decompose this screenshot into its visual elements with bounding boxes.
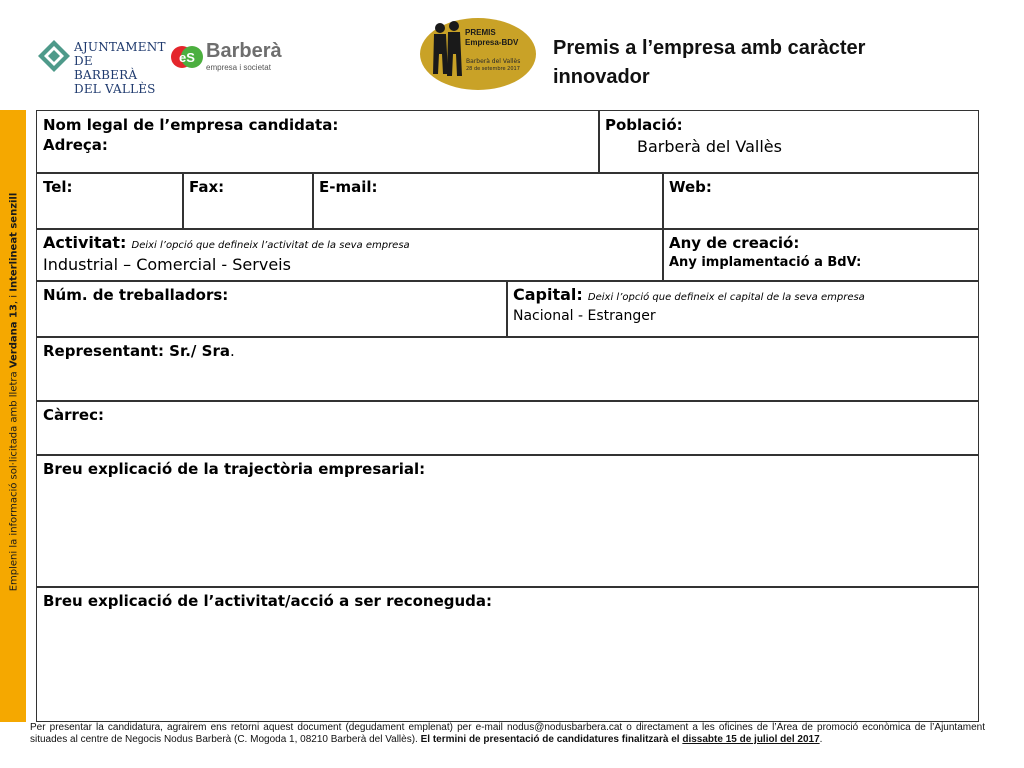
tel-label: Tel:	[43, 178, 73, 196]
carrec-label: Càrrec:	[43, 406, 104, 424]
web-label: Web:	[669, 178, 712, 196]
poblacio-value: Barberà del Vallès	[637, 137, 782, 156]
activitat-options[interactable]: Industrial – Comercial - Serveis	[43, 255, 291, 274]
nom-legal-field[interactable]	[36, 110, 600, 174]
activitat-hint: Deixi l’opció que defineix l’activitat de la seva empresa	[131, 240, 410, 251]
ajuntament-emblem-icon	[36, 38, 72, 74]
activitat-accio-field[interactable]	[36, 586, 979, 722]
treballadors-field[interactable]	[36, 280, 508, 338]
representant-label: Representant: Sr./ Sra	[43, 342, 230, 360]
fax-field[interactable]	[182, 172, 314, 230]
representant-field[interactable]: Representant: Sr./ Sra.	[36, 336, 979, 402]
activitat-field[interactable]	[36, 228, 664, 282]
trajectoria-field[interactable]	[36, 454, 979, 588]
svg-text:eS: eS	[179, 50, 195, 65]
nom-legal-label: Nom legal de l’empresa candidata:	[43, 116, 339, 134]
any-implantacio-label: Any implamentació a BdV:	[669, 255, 862, 270]
footer-instructions: Per presentar la candidatura, agrairem ens retorni aquest document (degudament emplenat) per e-mail nodus@nodusbarbera.cat o directament a les oficines de l’Àrea de promoció econòmica de l’Ajuntament situades al centre de Negocis Nodus Barberà (C. Mogoda 1, 08210 Barberà del Vallès). El termini de presentació de candidatures finalitzarà el dissabte 15 de juliol del 2017.	[30, 722, 985, 745]
barbera-empresa-logo: eS Barberà empresa i societat	[170, 38, 280, 78]
capital-label: Capital:	[513, 285, 583, 304]
any-creacio-label: Any de creació:	[669, 234, 800, 252]
side-instruction-text: Empleni la informació sol·licitada amb lletra Verdana 13, i Interlineat senzill	[8, 192, 20, 592]
tel-field[interactable]	[36, 172, 184, 230]
premis-empresa-bdv-logo: PREMIS Empresa-BDV Barberà del Vallès 28 de setembre 2017	[418, 14, 538, 92]
adreca-label: Adreça:	[43, 136, 108, 154]
premis-badge-icon	[418, 14, 538, 92]
activitat-accio-label: Breu explicació de l’activitat/acció a ser reconeguda:	[43, 592, 493, 610]
poblacio-label: Població:	[605, 116, 683, 134]
treballadors-label: Núm. de treballadors:	[43, 286, 229, 304]
page-title: Premis a l’empresa amb caràcter innovador	[553, 37, 866, 88]
poblacio-field[interactable]	[598, 110, 979, 174]
web-field[interactable]	[662, 172, 979, 230]
email-label: E-mail:	[319, 178, 378, 196]
any-creacio-field[interactable]	[662, 228, 979, 282]
ajuntament-logo: AJUNTAMENT DE BARBERÀ DEL VALLÈS	[36, 36, 166, 76]
activitat-label: Activitat:	[43, 233, 127, 252]
capital-options[interactable]: Nacional - Estranger	[513, 308, 656, 324]
capital-hint: Deixi l’opció que defineix el capital de la seva empresa	[587, 292, 865, 303]
email-field[interactable]	[312, 172, 664, 230]
carrec-field[interactable]	[36, 400, 979, 456]
trajectoria-label: Breu explicació de la trajectòria empresarial:	[43, 460, 426, 478]
es-logo-icon	[170, 40, 204, 74]
capital-field[interactable]	[506, 280, 979, 338]
fax-label: Fax:	[189, 178, 225, 196]
